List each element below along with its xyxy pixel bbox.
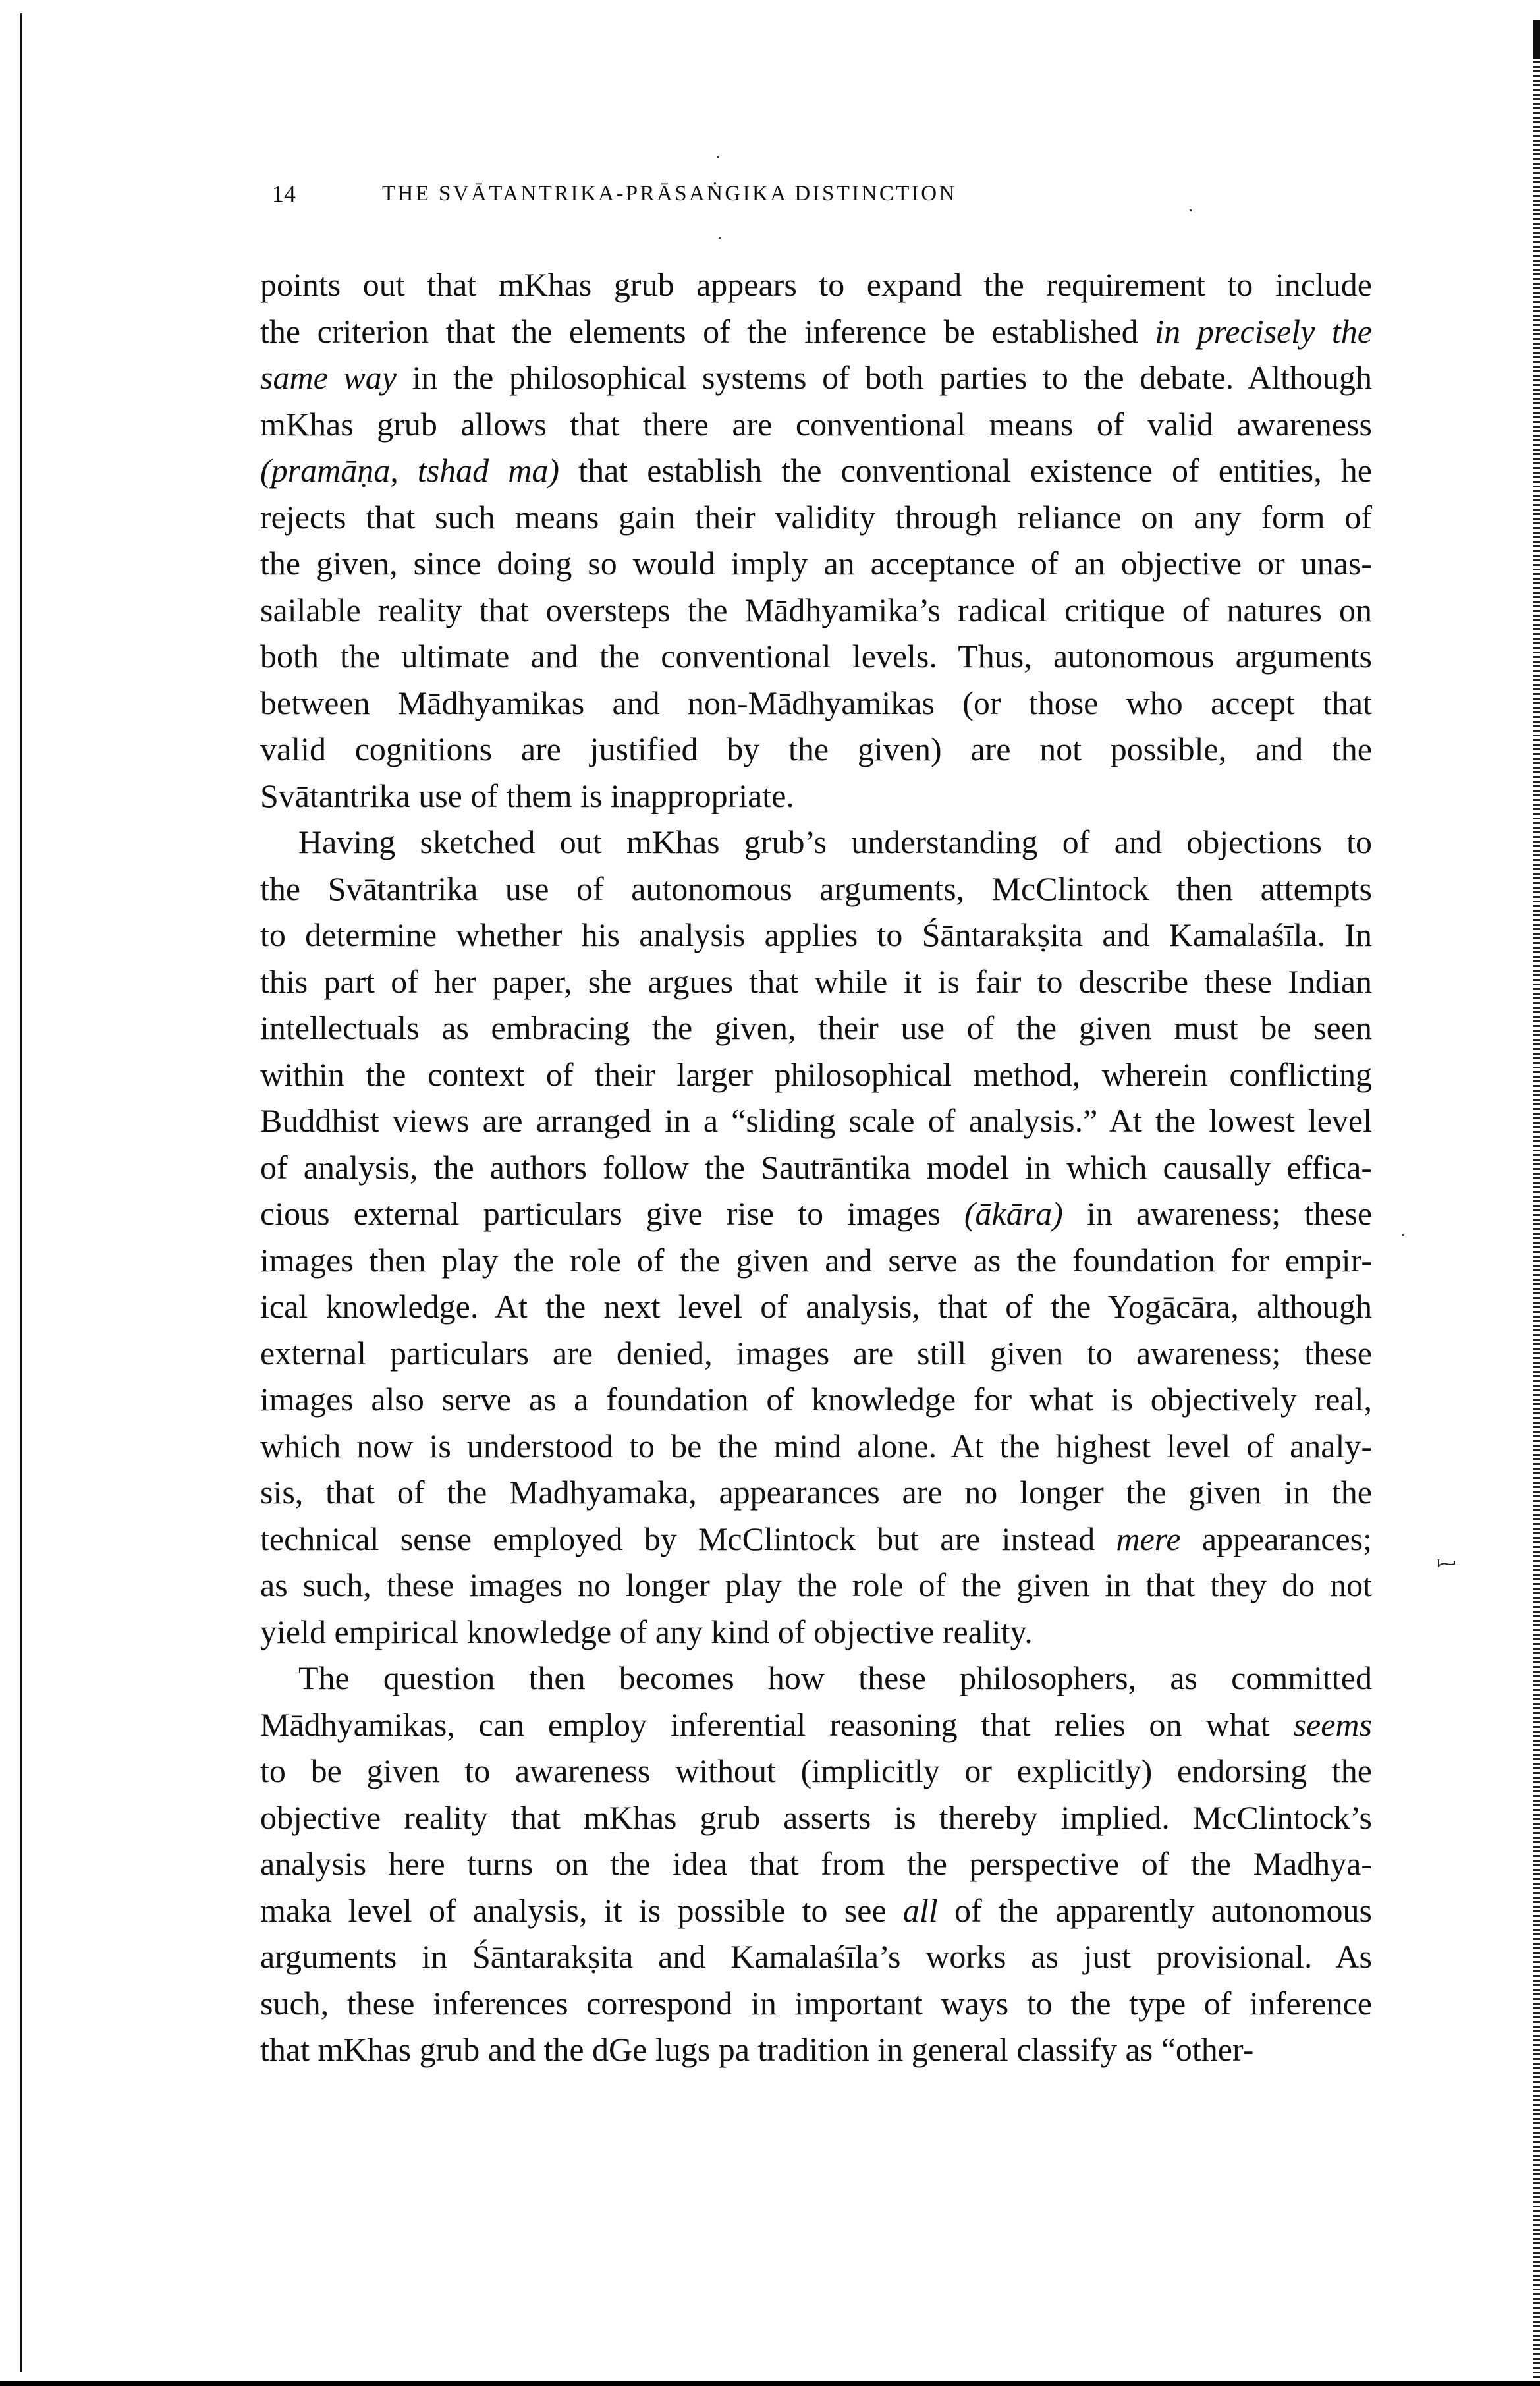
text-line — [260, 1609, 1372, 1655]
scan-left-edge — [20, 13, 22, 2372]
paragraph — [260, 819, 1372, 1655]
text-line — [260, 633, 1372, 680]
text-run: Mādhyamikas, can employ inferential reasoning that relies on what — [260, 1706, 1294, 1743]
scan-speck — [717, 156, 719, 158]
text-run: which now is understood to be the mind alone. At the highest level of analy- — [260, 1427, 1372, 1464]
text-run: rejects that such means gain their validity through reliance on any form of — [260, 498, 1372, 536]
paragraph — [260, 1655, 1372, 2073]
pencil-mark-icon — [1437, 1558, 1456, 1567]
text-line — [260, 1097, 1372, 1144]
scan-speck — [719, 237, 721, 239]
text-line — [260, 726, 1372, 773]
text-line — [260, 1237, 1372, 1284]
text-line — [260, 1702, 1372, 1748]
text-run: objective reality that mKhas grub asserts is thereby implied. McClintock’s — [260, 1798, 1372, 1836]
text-line — [260, 308, 1372, 355]
italic-term: all — [902, 1891, 938, 1929]
italic-term: seems — [1293, 1706, 1372, 1743]
text-run: that mKhas grub and the dGe lugs pa tradition in general classify as “other- — [260, 2031, 1254, 2068]
scan-speck — [1190, 209, 1192, 211]
text-line — [260, 1376, 1372, 1423]
text-run: mKhas grub allows that there are conventional means of valid awareness — [260, 405, 1372, 443]
text-run: of the apparently autonomous — [937, 1891, 1372, 1929]
text-line — [260, 1423, 1372, 1470]
text-line — [260, 1841, 1372, 1887]
text-run: in the philosophical systems of both parties to the debate. Although — [396, 359, 1372, 396]
text-run: the given, since doing so would imply an acceptance of an objective or unas- — [260, 545, 1372, 582]
text-line — [260, 447, 1372, 494]
italic-term: same way — [260, 359, 397, 396]
text-line — [260, 1051, 1372, 1098]
italic-term: in precisely the — [1155, 312, 1372, 350]
text-run: Buddhist views are arranged in a “sliding scale of analysis.” At the lowest level — [260, 1102, 1372, 1139]
text-run: both the ultimate and the conventional levels. Thus, autonomous arguments — [260, 638, 1372, 675]
text-run: the criterion that the elements of the inference be established — [260, 312, 1155, 350]
text-run: to be given to awareness without (implicitly or explicitly) endorsing the — [260, 1752, 1372, 1789]
paragraph — [260, 262, 1372, 819]
text-line — [260, 1887, 1372, 1934]
text-run: the Svātantrika use of autonomous arguments, McClintock then attempts — [260, 870, 1372, 907]
text-line — [260, 1330, 1372, 1377]
text-run: sailable reality that oversteps the Mādhyamika’s radical critique of natures on — [260, 591, 1372, 628]
page-number: 14 — [272, 180, 296, 207]
text-line — [260, 1005, 1372, 1051]
text-run: appearances; — [1180, 1520, 1372, 1557]
text-run: such, these inferences correspond in important ways to the type of inference — [260, 1984, 1372, 2022]
text-line — [260, 2026, 1372, 2073]
scan-bottom-edge — [0, 2381, 1540, 2386]
text-run: arguments in Śāntarakṣita and Kamalaśīla’s works as just provisional. As — [260, 1938, 1372, 1975]
text-run: this part of her paper, she argues that while it is fair to describe these Indian — [260, 962, 1372, 1000]
text-run: images also serve as a foundation of knowledge for what is objectively real, — [260, 1381, 1372, 1418]
text-run: cious external particulars give rise to images — [260, 1195, 964, 1232]
text-line — [260, 1190, 1372, 1237]
text-line — [260, 1933, 1372, 1980]
text-line — [260, 912, 1372, 958]
text-run: sis, that of the Madhyamaka, appearances are no longer the given in the — [260, 1474, 1372, 1511]
text-run: technical sense employed by McClintock but are instead — [260, 1520, 1116, 1557]
text-line — [260, 540, 1372, 587]
running-head-title: THE SVĀTANTRIKA-PRĀSAṄGIKA DISTINCTION — [382, 182, 957, 206]
text-run: maka level of analysis, it is possible to see — [260, 1891, 903, 1929]
scan-right-edge-shadow — [1533, 20, 1540, 59]
scan-right-edge — [1533, 20, 1540, 2378]
text-line — [260, 1562, 1372, 1609]
text-run: analysis here turns on the idea that from the perspective of the Madhya- — [260, 1845, 1372, 1882]
text-run: The question then becomes how these philosophers, as committed — [298, 1659, 1372, 1696]
text-run: between Mādhyamikas and non-Mādhyamikas (or those who accept that — [260, 684, 1372, 721]
text-run: ical knowledge. At the next level of analysis, that of the Yogācāra, although — [260, 1288, 1372, 1325]
text-line — [260, 494, 1372, 541]
text-line — [260, 1748, 1372, 1794]
text-run: in awareness; these — [1062, 1195, 1373, 1232]
text-line — [260, 262, 1372, 308]
text-run: valid cognitions are justified by the given) are not possible, and the — [260, 731, 1372, 767]
italic-term: (ākāra) — [964, 1195, 1063, 1232]
text-line — [260, 1980, 1372, 2027]
text-run: within the context of their larger philosophical method, wherein conflicting — [260, 1055, 1372, 1093]
text-line — [260, 401, 1372, 448]
text-line — [260, 1516, 1372, 1563]
text-run: points out that mKhas grub appears to expand the requirement to include — [260, 266, 1372, 303]
text-line — [260, 773, 1372, 819]
body-text — [260, 262, 1372, 2073]
italic-term: (pramāṇa, tshad ma) — [260, 452, 560, 489]
text-run: as such, these images no longer play the role of the given in that they do not — [260, 1567, 1372, 1603]
running-head — [260, 179, 1373, 208]
italic-term: mere — [1116, 1520, 1181, 1557]
text-line — [260, 1794, 1372, 1841]
text-run: that establish the conventional existence of entities, he — [559, 452, 1372, 489]
text-run: of analysis, the authors follow the Sautrāntika model in which causally effica- — [260, 1148, 1372, 1186]
text-line — [260, 680, 1372, 727]
text-line — [260, 1283, 1372, 1330]
text-run: intellectuals as embracing the given, their use of the given must be seen — [260, 1009, 1372, 1046]
text-run: yield empirical knowledge of any kind of objective reality. — [260, 1613, 1033, 1650]
text-line — [260, 354, 1372, 401]
text-run: Svātantrika use of them is inappropriate. — [260, 777, 794, 814]
text-line — [260, 958, 1372, 1005]
text-run: external particulars are denied, images are still given to awareness; these — [260, 1334, 1372, 1372]
text-run: Having sketched out mKhas grub’s understanding of and objections to — [298, 823, 1372, 860]
text-line — [260, 866, 1372, 912]
text-run: to determine whether his analysis applies to Śāntarakṣita and Kamalaśīla. In — [260, 916, 1372, 953]
text-line — [260, 1469, 1372, 1516]
text-line — [260, 1144, 1372, 1191]
text-line — [260, 1655, 1372, 1702]
scan-speck — [1402, 1234, 1404, 1236]
text-line — [260, 587, 1372, 634]
text-line — [260, 819, 1372, 866]
text-run: images then play the role of the given and serve as the foundation for empir- — [260, 1241, 1372, 1279]
